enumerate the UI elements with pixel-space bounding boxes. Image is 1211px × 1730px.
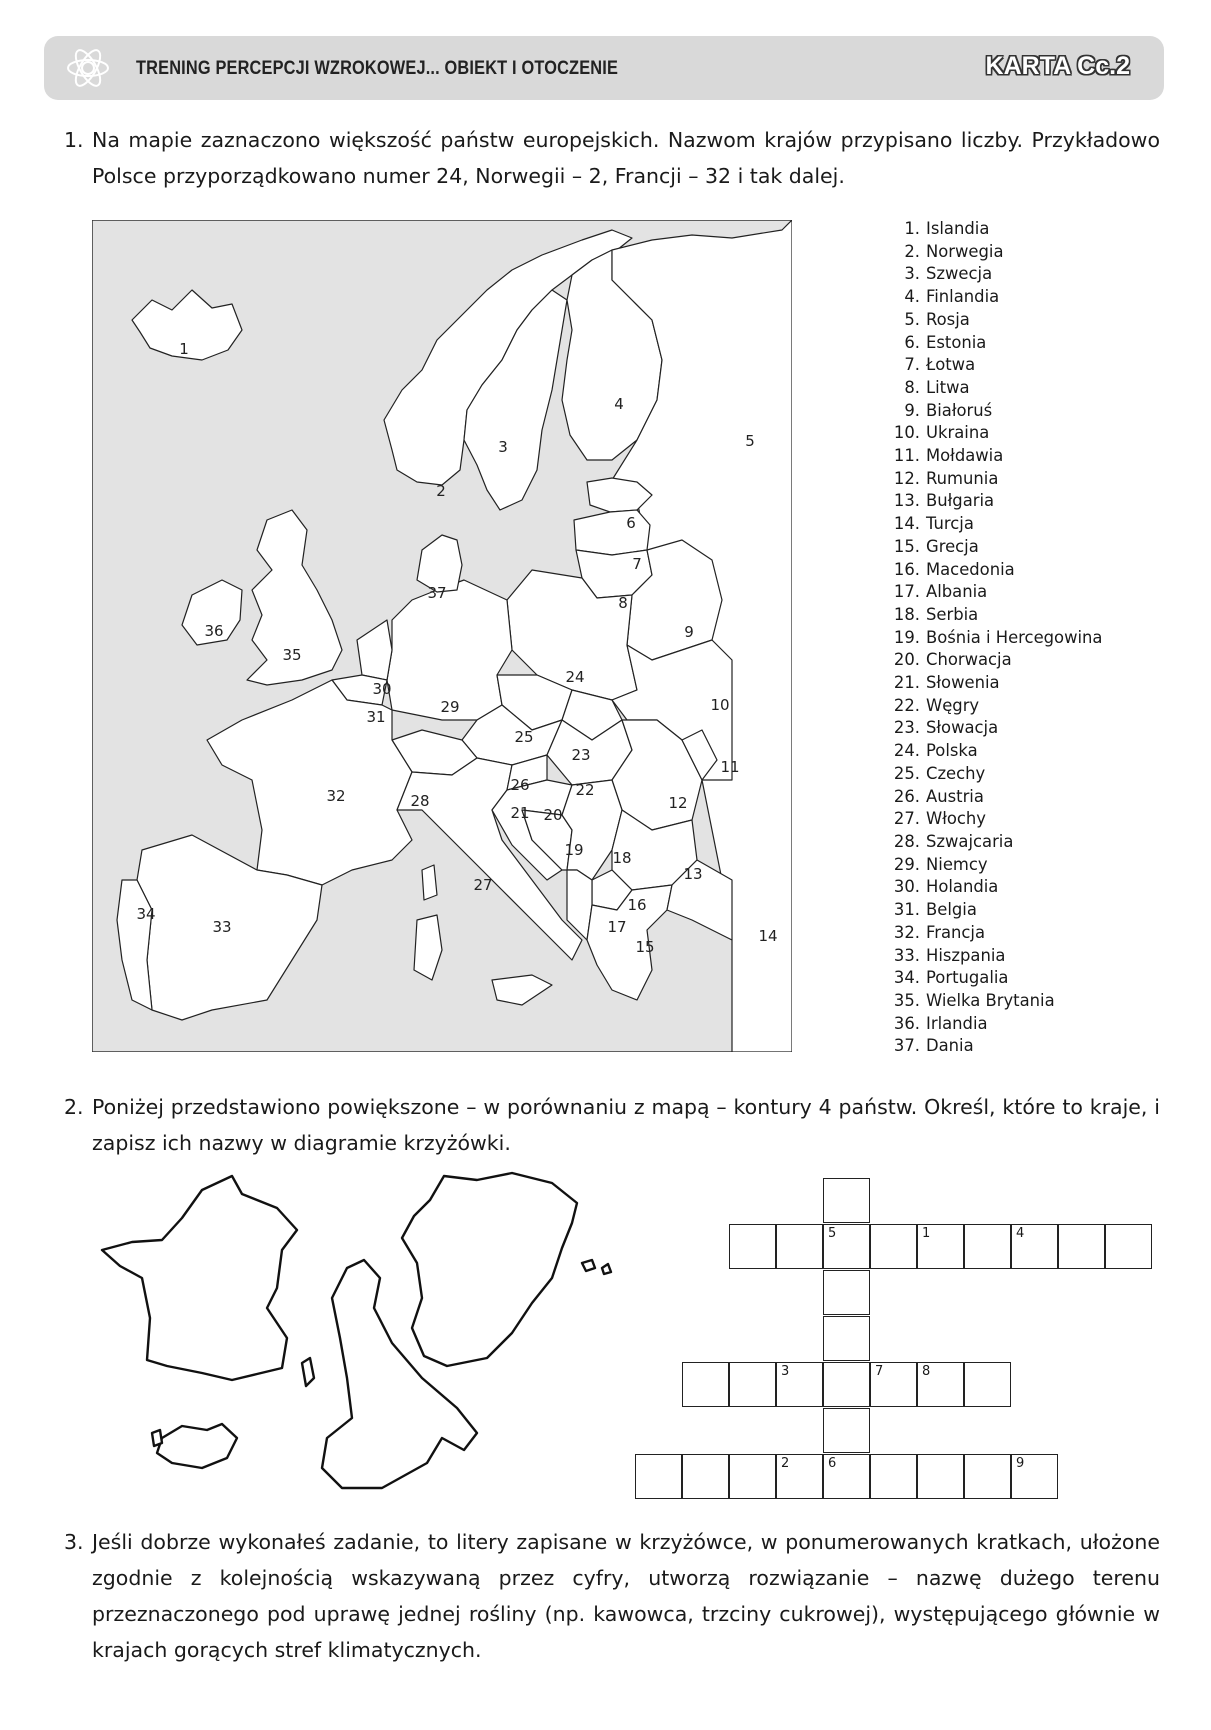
crossword-cell[interactable] — [823, 1362, 870, 1407]
crossword-cell[interactable] — [776, 1454, 823, 1499]
legend-country-name: Turcja — [926, 514, 974, 534]
legend-country-name: Rosja — [926, 309, 970, 329]
legend-item — [888, 354, 1102, 377]
crossword-cell[interactable] — [964, 1362, 1011, 1407]
legend-number: 21. — [893, 673, 920, 693]
map-label: 17 — [607, 918, 627, 936]
page-header — [44, 36, 1164, 100]
map-label: 37 — [427, 584, 447, 602]
legend-country-name: Austria — [926, 786, 984, 806]
legend-number: 31. — [893, 900, 920, 920]
legend-country-name: Czechy — [926, 763, 986, 783]
crossword-cell[interactable] — [1011, 1454, 1058, 1499]
legend-country-name: Szwecja — [926, 264, 993, 284]
legend-number: 26. — [893, 786, 920, 806]
legend-country-name: Dania — [926, 1036, 974, 1056]
crossword-cell[interactable] — [964, 1224, 1011, 1269]
map-label: 8 — [618, 594, 628, 612]
legend-item — [888, 672, 1102, 695]
map-label: 12 — [668, 794, 688, 812]
legend-item — [888, 876, 1102, 899]
legend-item — [888, 422, 1102, 445]
map-label: 4 — [614, 395, 624, 413]
legend-number: 36. — [893, 1013, 920, 1033]
legend-number: 30. — [893, 877, 920, 897]
country-outlines — [92, 1168, 652, 1528]
legend-item — [888, 717, 1102, 740]
legend-number: 10. — [893, 423, 920, 443]
map-label: 19 — [564, 841, 584, 859]
europe-map — [92, 220, 792, 1052]
map-label: 15 — [635, 938, 655, 956]
task-2-number: 2. — [64, 1095, 84, 1119]
legend-country-name: Bułgaria — [926, 491, 995, 511]
legend-number: 33. — [893, 945, 920, 965]
map-label: 24 — [565, 668, 585, 686]
legend-item — [888, 945, 1102, 968]
legend-item — [888, 377, 1102, 400]
legend-item — [888, 536, 1102, 559]
crossword-cell[interactable] — [1011, 1224, 1058, 1269]
crossword-cell[interactable] — [870, 1224, 917, 1269]
crossword-cell[interactable] — [1105, 1224, 1152, 1269]
task-3 — [64, 1524, 1160, 1668]
outline-iceland — [157, 1424, 237, 1468]
map-label: 9 — [684, 623, 694, 641]
legend-item — [888, 786, 1102, 809]
legend-number: 34. — [893, 968, 920, 988]
map-label: 26 — [510, 776, 530, 794]
crossword-grid — [600, 1168, 1160, 1508]
task-1-number: 1. — [64, 128, 84, 152]
legend-country-name: Polska — [926, 741, 978, 761]
legend-item — [888, 627, 1102, 650]
legend-country-name: Finlandia — [926, 287, 1000, 307]
map-label: 27 — [473, 876, 493, 894]
map-label: 22 — [575, 781, 595, 799]
task-1 — [64, 122, 1160, 194]
map-label: 33 — [212, 918, 232, 936]
legend-country-name: Francja — [926, 922, 986, 942]
map-label: 10 — [710, 696, 730, 714]
legend-country-name: Słowenia — [926, 673, 1000, 693]
legend-number: 29. — [893, 854, 920, 874]
legend-number: 22. — [893, 695, 920, 715]
legend-country-name: Hiszpania — [926, 945, 1006, 965]
legend-number: 1. — [904, 219, 920, 238]
legend-country-name: Irlandia — [926, 1013, 988, 1033]
crossword-cell[interactable] — [964, 1454, 1011, 1499]
map-label: 29 — [440, 698, 460, 716]
legend-item — [888, 740, 1102, 763]
legend-number: 2. — [904, 241, 920, 261]
clue-number: 5 — [828, 1226, 837, 1241]
task-2-text: Poniżej przedstawiono powiększone – w porównaniu z mapą – kontury 4 państw. Określ, które to kraje, i zapisz ich nazwy w diagramie krzyżówki. — [92, 1095, 1160, 1155]
legend-country-name: Grecja — [926, 536, 979, 556]
legend-country-name: Holandia — [926, 877, 999, 897]
map-label: 36 — [204, 622, 224, 640]
legend-country-name: Słowacja — [926, 718, 999, 738]
atom-logo-icon — [64, 44, 112, 92]
legend-item — [888, 808, 1102, 831]
map-label: 2 — [436, 482, 446, 500]
legend-item — [888, 468, 1102, 491]
header-title: TRENING PERCEPCJI WZROKOWEJ... OBIEKT I OTOCZENIE — [136, 58, 619, 79]
map-label: 3 — [498, 438, 508, 456]
crossword-cell[interactable] — [823, 1178, 870, 1223]
map-label: 13 — [683, 865, 703, 883]
legend-number: 20. — [893, 650, 920, 670]
task-3-text: Jeśli dobrze wykonałeś zadanie, to litery zapisane w krzyżówce, w ponumerowanych kratkach, ułożone zgodnie z kolejnością wskazywaną przez cyfry, utworzą rozwiązanie – nazwę dużego terenu przeznaczonego pod uprawę jednej rośliny (np. kawowca, trzciny cukrowej), występującego głównie w krajach gorących stref klimatycznych. — [92, 1530, 1160, 1662]
legend-number: 9. — [904, 400, 920, 420]
crossword-cell[interactable] — [635, 1454, 682, 1499]
clue-number: 2 — [781, 1456, 790, 1471]
legend-number: 7. — [904, 355, 920, 375]
card-label: KARTA Cc.2 — [985, 52, 1130, 80]
legend-item — [888, 218, 1102, 241]
outline-france — [102, 1176, 297, 1380]
clue-number: 8 — [922, 1364, 931, 1379]
task-1-text: Na mapie zaznaczono większość państw europejskich. Nazwom krajów przypisano liczby. Przykładowo Polsce przyporządkowano numer 24, Norwegii – 2, Francji – 32 i tak dalej. — [92, 128, 1160, 188]
legend-item — [888, 990, 1102, 1013]
legend-item — [888, 899, 1102, 922]
legend-number: 19. — [893, 627, 920, 647]
crossword-cell[interactable] — [1058, 1224, 1105, 1269]
legend-country-name: Portugalia — [926, 968, 1009, 988]
crossword-cell[interactable] — [917, 1454, 964, 1499]
legend-number: 32. — [893, 922, 920, 942]
legend-item — [888, 559, 1102, 582]
legend-country-name: Białoruś — [926, 400, 993, 420]
outline-iceland-fragment — [152, 1430, 162, 1446]
crossword-cell[interactable] — [917, 1362, 964, 1407]
clue-number: 1 — [922, 1226, 931, 1241]
crossword-cell[interactable] — [823, 1316, 870, 1361]
legend-item — [888, 309, 1102, 332]
legend-country-name: Łotwa — [926, 355, 976, 375]
legend-country-name: Islandia — [926, 219, 990, 238]
crossword-cell[interactable] — [729, 1224, 776, 1269]
task-2 — [64, 1089, 1160, 1161]
legend-item — [888, 445, 1102, 468]
legend-item — [888, 332, 1102, 355]
legend-number: 3. — [904, 264, 920, 284]
legend-number: 5. — [904, 309, 920, 329]
legend-country-name: Włochy — [926, 809, 986, 829]
legend-number: 15. — [893, 536, 920, 556]
map-label: 34 — [136, 905, 156, 923]
legend-country-name: Ukraina — [926, 423, 990, 443]
crossword-cell[interactable] — [682, 1362, 729, 1407]
map-label: 23 — [571, 746, 591, 764]
legend-country-name: Niemcy — [926, 854, 988, 874]
legend-country-name: Serbia — [926, 604, 979, 624]
map-label: 7 — [632, 555, 642, 573]
outline-spain — [402, 1173, 577, 1366]
crossword-cell[interactable] — [870, 1362, 917, 1407]
legend-number: 18. — [893, 604, 920, 624]
crossword-cell[interactable] — [917, 1224, 964, 1269]
island-corsica — [422, 865, 437, 900]
legend-country-name: Rumunia — [926, 468, 999, 488]
crossword-cell[interactable] — [729, 1454, 776, 1499]
map-label: 28 — [410, 792, 430, 810]
map-label: 32 — [326, 787, 346, 805]
map-label: 21 — [510, 804, 530, 822]
crossword-cell[interactable] — [729, 1362, 776, 1407]
crossword-cell[interactable] — [823, 1270, 870, 1315]
legend-item — [888, 604, 1102, 627]
legend-item — [888, 649, 1102, 672]
country-legend — [888, 218, 1102, 1058]
legend-number: 14. — [893, 514, 920, 534]
legend-item — [888, 490, 1102, 513]
map-label: 5 — [745, 432, 755, 450]
clue-number: 6 — [828, 1456, 837, 1471]
legend-number: 6. — [904, 332, 920, 352]
legend-item — [888, 263, 1102, 286]
legend-country-name: Szwajcaria — [926, 831, 1014, 851]
legend-country-name: Albania — [926, 582, 988, 602]
legend-number: 8. — [904, 377, 920, 397]
legend-number: 11. — [893, 446, 920, 466]
map-label: 31 — [366, 708, 386, 726]
legend-item — [888, 695, 1102, 718]
clue-number: 7 — [875, 1364, 884, 1379]
legend-item — [888, 854, 1102, 877]
crossword-cell[interactable] — [823, 1224, 870, 1269]
legend-number: 37. — [893, 1036, 920, 1056]
map-label: 11 — [720, 758, 740, 776]
legend-item — [888, 513, 1102, 536]
legend-number: 12. — [893, 468, 920, 488]
outline-corsica — [302, 1358, 314, 1386]
map-label: 30 — [372, 680, 392, 698]
legend-number: 4. — [904, 287, 920, 307]
clue-number: 4 — [1016, 1226, 1025, 1241]
legend-number: 28. — [893, 831, 920, 851]
legend-number: 17. — [893, 582, 920, 602]
legend-item — [888, 581, 1102, 604]
legend-country-name: Litwa — [926, 377, 970, 397]
legend-country-name: Mołdawia — [926, 446, 1004, 466]
legend-country-name: Bośnia i Hercegowina — [926, 627, 1103, 647]
clue-number: 9 — [1016, 1456, 1025, 1471]
legend-country-name: Wielka Brytania — [926, 990, 1055, 1010]
legend-country-name: Estonia — [926, 332, 987, 352]
legend-item — [888, 967, 1102, 990]
crossword-cell[interactable] — [870, 1454, 917, 1499]
crossword-cell[interactable] — [776, 1362, 823, 1407]
map-label: 14 — [758, 927, 778, 945]
map-label: 1 — [179, 340, 189, 358]
crossword-cell[interactable] — [823, 1408, 870, 1453]
task-3-number: 3. — [64, 1530, 84, 1554]
map-label: 20 — [543, 806, 563, 824]
legend-item — [888, 400, 1102, 423]
legend-number: 16. — [893, 559, 920, 579]
legend-country-name: Węgry — [926, 695, 980, 715]
map-label: 16 — [627, 896, 647, 914]
crossword-cell[interactable] — [823, 1454, 870, 1499]
legend-country-name: Belgia — [926, 900, 977, 920]
map-label: 18 — [612, 849, 632, 867]
legend-item — [888, 831, 1102, 854]
clue-number: 3 — [781, 1364, 790, 1379]
legend-item — [888, 763, 1102, 786]
map-label: 6 — [626, 514, 636, 532]
legend-number: 25. — [893, 763, 920, 783]
map-label: 35 — [282, 646, 302, 664]
legend-country-name: Chorwacja — [926, 650, 1012, 670]
legend-country-name: Macedonia — [926, 559, 1015, 579]
legend-number: 23. — [893, 718, 920, 738]
legend-number: 13. — [893, 491, 920, 511]
legend-number: 24. — [893, 741, 920, 761]
crossword-cell[interactable] — [776, 1224, 823, 1269]
legend-number: 27. — [893, 809, 920, 829]
legend-number: 35. — [893, 990, 920, 1010]
map-label: 25 — [514, 728, 534, 746]
legend-item — [888, 286, 1102, 309]
legend-item — [888, 1035, 1102, 1058]
legend-country-name: Norwegia — [926, 241, 1004, 261]
legend-item — [888, 922, 1102, 945]
legend-item — [888, 1013, 1102, 1036]
crossword-cell[interactable] — [682, 1454, 729, 1499]
legend-item — [888, 241, 1102, 264]
